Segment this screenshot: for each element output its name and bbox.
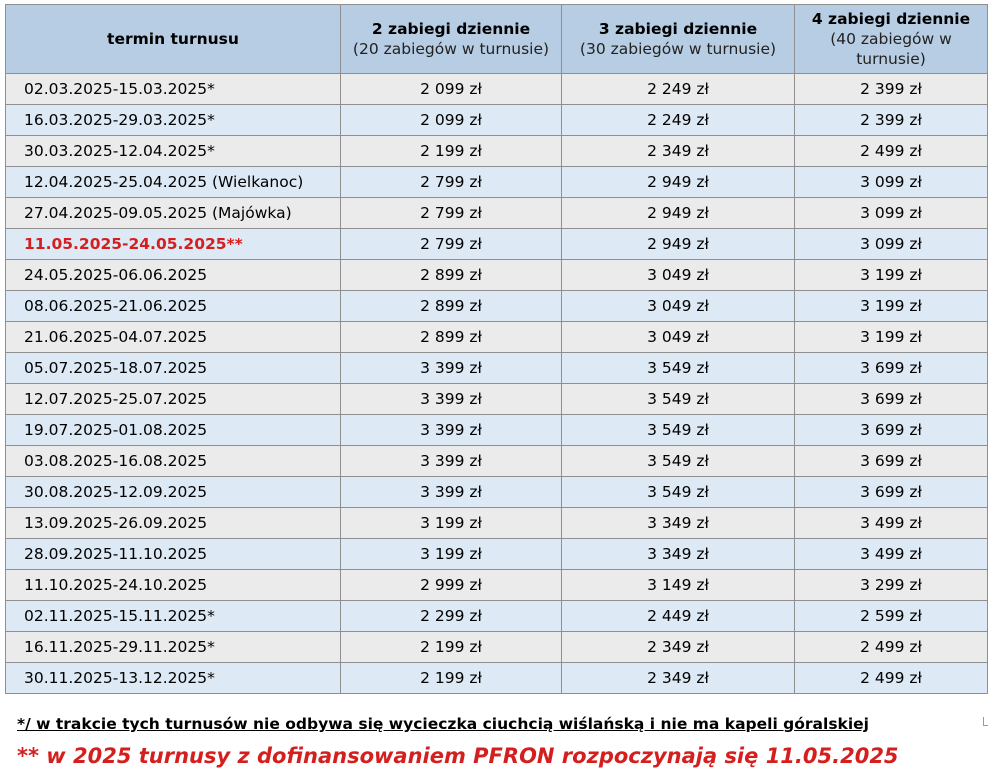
price-cell-3-treatments: 3 549 zł xyxy=(562,415,795,446)
header-col-2-title: 2 zabiegi dziennie xyxy=(371,20,531,38)
term-cell: 30.11.2025-13.12.2025* xyxy=(6,663,341,694)
price-cell-4-treatments: 3 499 zł xyxy=(795,508,988,539)
price-cell-2-treatments: 2 199 zł xyxy=(341,632,562,663)
price-cell-3-treatments: 2 249 zł xyxy=(562,105,795,136)
table-row xyxy=(6,167,988,198)
table-row xyxy=(6,229,988,260)
term-cell: 16.11.2025-29.11.2025* xyxy=(6,632,341,663)
footnote-double-asterisk: ** w 2025 turnusy z dofinansowaniem PFRON rozpoczynają się 11.05.2025 xyxy=(17,744,899,768)
price-cell-4-treatments: 3 699 zł xyxy=(795,384,988,415)
header-term-label: termin turnusu xyxy=(107,30,239,48)
term-cell: 03.08.2025-16.08.2025 xyxy=(6,446,341,477)
price-cell-3-treatments: 2 249 zł xyxy=(562,74,795,105)
term-cell: 27.04.2025-09.05.2025 (Majówka) xyxy=(6,198,341,229)
term-cell: 08.06.2025-21.06.2025 xyxy=(6,291,341,322)
table-row xyxy=(6,415,988,446)
price-cell-3-treatments: 3 549 zł xyxy=(562,384,795,415)
table-header xyxy=(6,5,988,74)
price-cell-3-treatments: 2 349 zł xyxy=(562,632,795,663)
price-cell-2-treatments: 2 299 zł xyxy=(341,601,562,632)
price-cell-2-treatments: 2 199 zł xyxy=(341,663,562,694)
table-row xyxy=(6,384,988,415)
table-row xyxy=(6,291,988,322)
table-row xyxy=(6,260,988,291)
term-cell: 28.09.2025-11.10.2025 xyxy=(6,539,341,570)
term-cell: 11.05.2025-24.05.2025** xyxy=(6,229,341,260)
price-cell-4-treatments: 3 699 zł xyxy=(795,353,988,384)
price-cell-4-treatments: 2 399 zł xyxy=(795,105,988,136)
price-table xyxy=(5,4,988,694)
price-cell-2-treatments: 3 399 zł xyxy=(341,353,562,384)
price-cell-4-treatments: 2 499 zł xyxy=(795,136,988,167)
table-row xyxy=(6,198,988,229)
table-row xyxy=(6,446,988,477)
header-col-2-subtitle: (20 zabiegów w turnusie) xyxy=(352,40,550,58)
header-col-4-subtitle: (40 zabiegów w turnusie) xyxy=(830,30,952,68)
price-cell-2-treatments: 2 899 zł xyxy=(341,260,562,291)
price-cell-3-treatments: 3 049 zł xyxy=(562,260,795,291)
table-row xyxy=(6,322,988,353)
header-col-4 xyxy=(795,5,988,74)
table-row xyxy=(6,539,988,570)
term-cell: 24.05.2025-06.06.2025 xyxy=(6,260,341,291)
price-cell-3-treatments: 3 349 zł xyxy=(562,539,795,570)
term-cell: 05.07.2025-18.07.2025 xyxy=(6,353,341,384)
term-cell: 30.08.2025-12.09.2025 xyxy=(6,477,341,508)
price-cell-2-treatments: 2 099 zł xyxy=(341,105,562,136)
price-cell-4-treatments: 2 399 zł xyxy=(795,74,988,105)
price-cell-4-treatments: 3 199 zł xyxy=(795,260,988,291)
price-cell-4-treatments: 3 699 zł xyxy=(795,415,988,446)
price-cell-3-treatments: 3 149 zł xyxy=(562,570,795,601)
header-col-3-title: 3 zabiegi dziennie xyxy=(598,20,758,38)
price-cell-3-treatments: 3 549 zł xyxy=(562,446,795,477)
table-row xyxy=(6,353,988,384)
price-cell-4-treatments: 2 499 zł xyxy=(795,663,988,694)
term-cell: 19.07.2025-01.08.2025 xyxy=(6,415,341,446)
price-cell-3-treatments: 2 349 zł xyxy=(562,663,795,694)
price-cell-4-treatments: 3 199 zł xyxy=(795,322,988,353)
header-term xyxy=(6,5,341,74)
term-cell: 02.11.2025-15.11.2025* xyxy=(6,601,341,632)
header-col-3-subtitle: (30 zabiegów w turnusie) xyxy=(579,40,777,58)
price-cell-3-treatments: 3 049 zł xyxy=(562,322,795,353)
table-row xyxy=(6,74,988,105)
term-cell: 12.04.2025-25.04.2025 (Wielkanoc) xyxy=(6,167,341,198)
term-cell: 13.09.2025-26.09.2025 xyxy=(6,508,341,539)
table-row xyxy=(6,105,988,136)
term-cell: 21.06.2025-04.07.2025 xyxy=(6,322,341,353)
price-cell-2-treatments: 2 999 zł xyxy=(341,570,562,601)
table-row xyxy=(6,570,988,601)
price-cell-2-treatments: 2 899 zł xyxy=(341,322,562,353)
table-row xyxy=(6,601,988,632)
price-cell-4-treatments: 3 499 zł xyxy=(795,539,988,570)
price-cell-4-treatments: 3 099 zł xyxy=(795,198,988,229)
term-cell: 16.03.2025-29.03.2025* xyxy=(6,105,341,136)
header-col-4-title: 4 zabiegi dziennie xyxy=(811,10,971,28)
term-cell: 11.10.2025-24.10.2025 xyxy=(6,570,341,601)
price-cell-3-treatments: 3 349 zł xyxy=(562,508,795,539)
price-cell-2-treatments: 3 399 zł xyxy=(341,446,562,477)
price-cell-2-treatments: 2 899 zł xyxy=(341,291,562,322)
table-row xyxy=(6,632,988,663)
price-cell-3-treatments: 2 949 zł xyxy=(562,229,795,260)
price-cell-3-treatments: 3 549 zł xyxy=(562,353,795,384)
price-cell-4-treatments: 3 199 zł xyxy=(795,291,988,322)
term-cell: 30.03.2025-12.04.2025* xyxy=(6,136,341,167)
price-cell-4-treatments: 3 699 zł xyxy=(795,477,988,508)
price-cell-2-treatments: 3 199 zł xyxy=(341,508,562,539)
term-cell: 02.03.2025-15.03.2025* xyxy=(6,74,341,105)
header-col-3 xyxy=(562,5,795,74)
footnote-single-asterisk: */ w trakcie tych turnusów nie odbywa się wycieczka ciuchcią wiślańską i nie ma kapeli góralskiej xyxy=(17,715,869,733)
price-cell-4-treatments: 3 299 zł xyxy=(795,570,988,601)
table-row xyxy=(6,136,988,167)
price-cell-2-treatments: 3 199 zł xyxy=(341,539,562,570)
price-cell-2-treatments: 2 099 zł xyxy=(341,74,562,105)
table-row xyxy=(6,663,988,694)
price-cell-2-treatments: 3 399 zł xyxy=(341,384,562,415)
cell-corner-mark xyxy=(983,717,988,726)
price-cell-3-treatments: 2 949 zł xyxy=(562,167,795,198)
term-cell: 12.07.2025-25.07.2025 xyxy=(6,384,341,415)
price-cell-3-treatments: 3 049 zł xyxy=(562,291,795,322)
price-cell-2-treatments: 2 199 zł xyxy=(341,136,562,167)
price-cell-3-treatments: 2 449 zł xyxy=(562,601,795,632)
price-cell-2-treatments: 3 399 zł xyxy=(341,415,562,446)
price-cell-2-treatments: 2 799 zł xyxy=(341,167,562,198)
price-cell-4-treatments: 3 099 zł xyxy=(795,167,988,198)
price-cell-3-treatments: 2 349 zł xyxy=(562,136,795,167)
price-cell-3-treatments: 3 549 zł xyxy=(562,477,795,508)
table-row xyxy=(6,477,988,508)
price-cell-4-treatments: 3 699 zł xyxy=(795,446,988,477)
price-cell-4-treatments: 2 599 zł xyxy=(795,601,988,632)
price-cell-4-treatments: 2 499 zł xyxy=(795,632,988,663)
header-col-2 xyxy=(341,5,562,74)
price-cell-2-treatments: 3 399 zł xyxy=(341,477,562,508)
price-cell-2-treatments: 2 799 zł xyxy=(341,229,562,260)
price-cell-2-treatments: 2 799 zł xyxy=(341,198,562,229)
table-body xyxy=(6,74,988,694)
header-row xyxy=(6,5,988,74)
price-cell-4-treatments: 3 099 zł xyxy=(795,229,988,260)
price-cell-3-treatments: 2 949 zł xyxy=(562,198,795,229)
table-row xyxy=(6,508,988,539)
